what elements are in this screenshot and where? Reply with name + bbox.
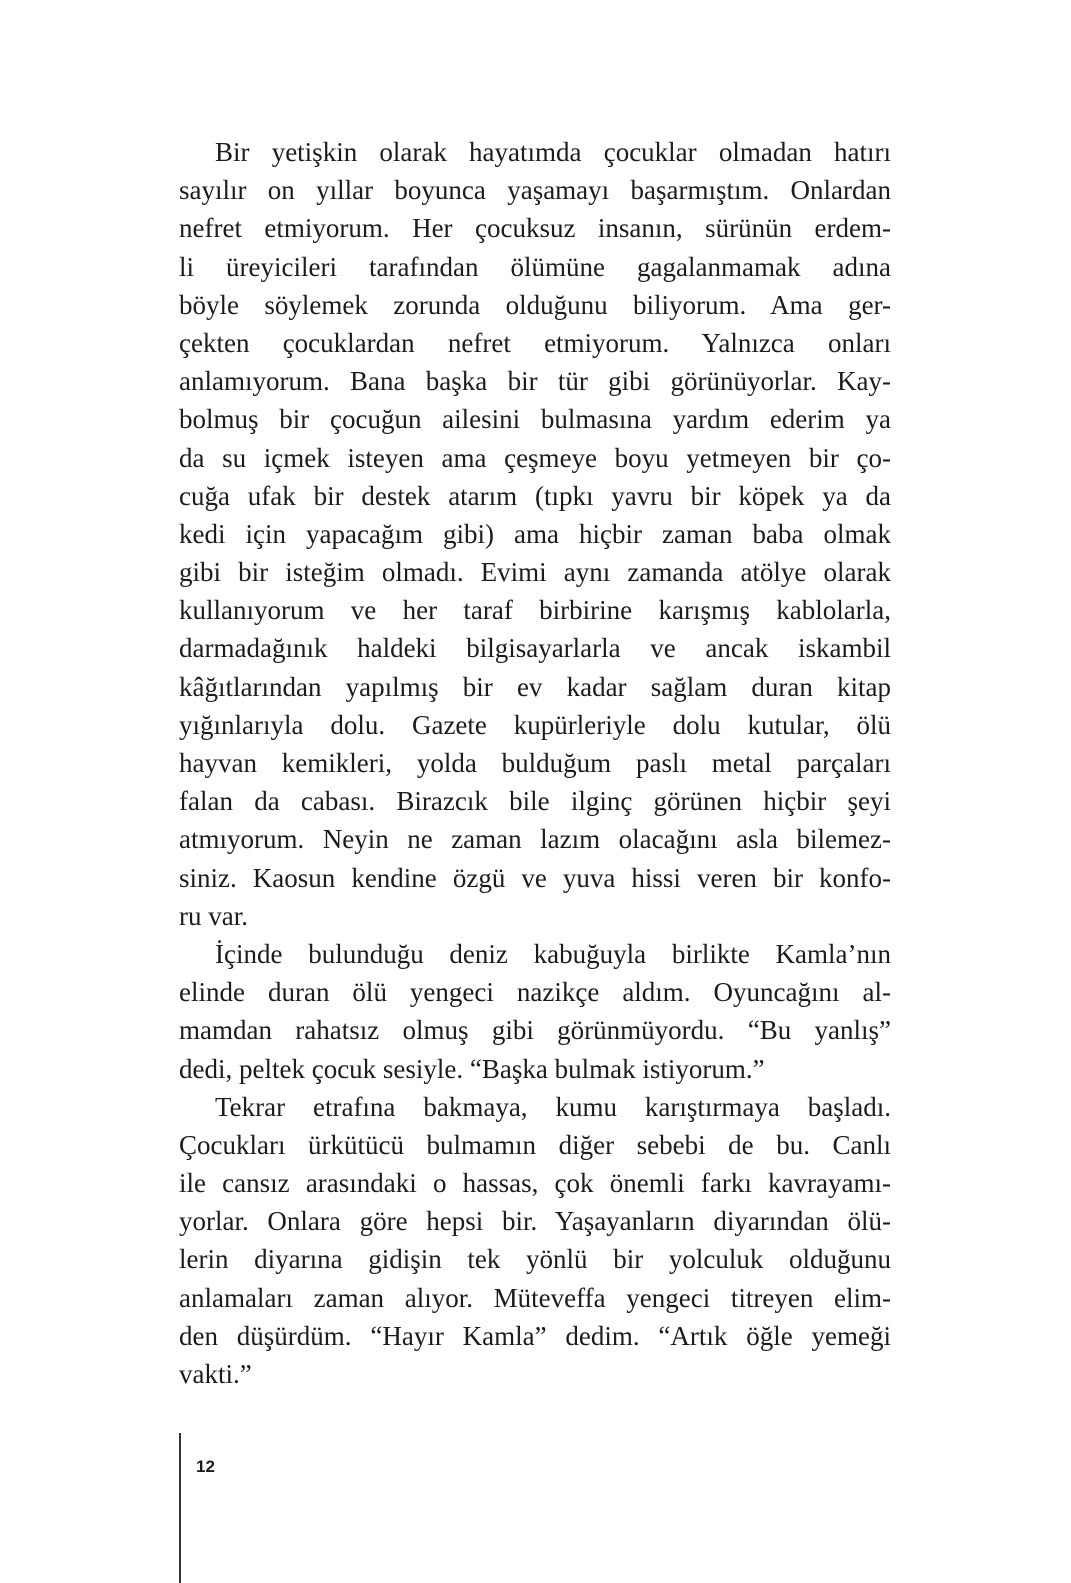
- text-line: atmıyorum. Neyin ne zaman lazım olacağını asla bilemez-: [179, 824, 891, 855]
- text-line: cuğa ufak bir destek atarım (tıpkı yavru bir köpek ya da: [179, 480, 891, 511]
- text-line: ile cansız arasındaki o hassas, çok önemli farkı kavrayamı-: [179, 1168, 891, 1199]
- text-line: İçinde bulunduğu deniz kabuğuyla birlikte Kamla’nın: [215, 938, 891, 969]
- text-line: elinde duran ölü yengeci nazikçe aldım. Oyuncağını al-: [179, 977, 891, 1008]
- text-line: lerin diyarına gidişin tek yönlü bir yolculuk olduğunu: [179, 1244, 891, 1275]
- text-line: falan da cabası. Birazcık bile ilginç görünen hiçbir şeyi: [179, 786, 891, 817]
- text-line: nefret etmiyorum. Her çocuksuz insanın, sürünün erdem-: [179, 213, 891, 244]
- paragraph-2: [179, 935, 891, 1088]
- text-line: da su içmek isteyen ama çeşmeye boyu yetmeyen bir ço-: [179, 442, 891, 473]
- text-line: çekten çocuklardan nefret etmiyorum. Yalnızca onları: [179, 327, 891, 358]
- paragraph-3: [179, 1088, 891, 1394]
- text-line: dedi, peltek çocuk sesiyle. “Başka bulmak istiyorum.”: [179, 1053, 765, 1084]
- paragraph-1: [179, 133, 891, 935]
- text-line: Bir yetişkin olarak hayatımda çocuklar olmadan hatırı: [215, 137, 891, 167]
- text-line: kedi için yapacağım gibi) ama hiçbir zaman baba olmak: [179, 518, 891, 549]
- page-number: 12: [196, 1457, 215, 1476]
- text-line: Tekrar etrafına bakmaya, kumu karıştırmaya başladı.: [215, 1091, 891, 1122]
- text-line: den düşürdüm. “Hayır Kamla” dedim. “Artık öğle yemeği: [179, 1320, 891, 1351]
- text-line: Çocukları ürkütücü bulmamın diğer sebebi de bu. Canlı: [179, 1129, 891, 1160]
- text-line: kâğıtlarından yapılmış bir ev kadar sağlam duran kitap: [179, 671, 891, 702]
- text-line: mamdan rahatsız olmuş gibi görünmüyordu. “Bu yanlış”: [179, 1015, 891, 1046]
- text-line: vakti.”: [179, 1359, 252, 1389]
- text-line: böyle söylemek zorunda olduğunu biliyorum. Ama ger-: [179, 289, 891, 320]
- text-line: ru var.: [179, 900, 248, 931]
- text-line: bolmuş bir çocuğun ailesini bulmasına yardım ederim ya: [179, 404, 891, 435]
- text-line: sayılır on yıllar boyunca yaşamayı başarmıştım. Onlardan: [179, 175, 891, 206]
- page-text-block: [179, 133, 891, 1393]
- text-line: li üreyicileri tarafından ölümüne gagalanmamak adına: [179, 251, 891, 282]
- text-line: anlamıyorum. Bana başka bir tür gibi görünüyorlar. Kay-: [179, 366, 891, 397]
- text-line: anlamaları zaman alıyor. Müteveffa yengeci titreyen elim-: [179, 1282, 891, 1313]
- text-line: gibi bir isteğim olmadı. Evimi aynı zamanda atölye olarak: [179, 557, 891, 588]
- text-line: kullanıyorum ve her taraf birbirine karışmış kablolarla,: [179, 595, 891, 626]
- text-line: yorlar. Onlara göre hepsi bir. Yaşayanların diyarından ölü-: [179, 1206, 891, 1237]
- text-line: siniz. Kaosun kendine özgü ve yuva hissi veren bir konfo-: [179, 862, 891, 893]
- margin-rule: [179, 1433, 181, 1583]
- text-line: yığınlarıyla dolu. Gazete kupürleriyle dolu kutular, ölü: [179, 709, 891, 740]
- text-line: hayvan kemikleri, yolda bulduğum paslı metal parçaları: [179, 748, 891, 778]
- text-line: darmadağınık haldeki bilgisayarlarla ve ancak iskambil: [179, 633, 891, 664]
